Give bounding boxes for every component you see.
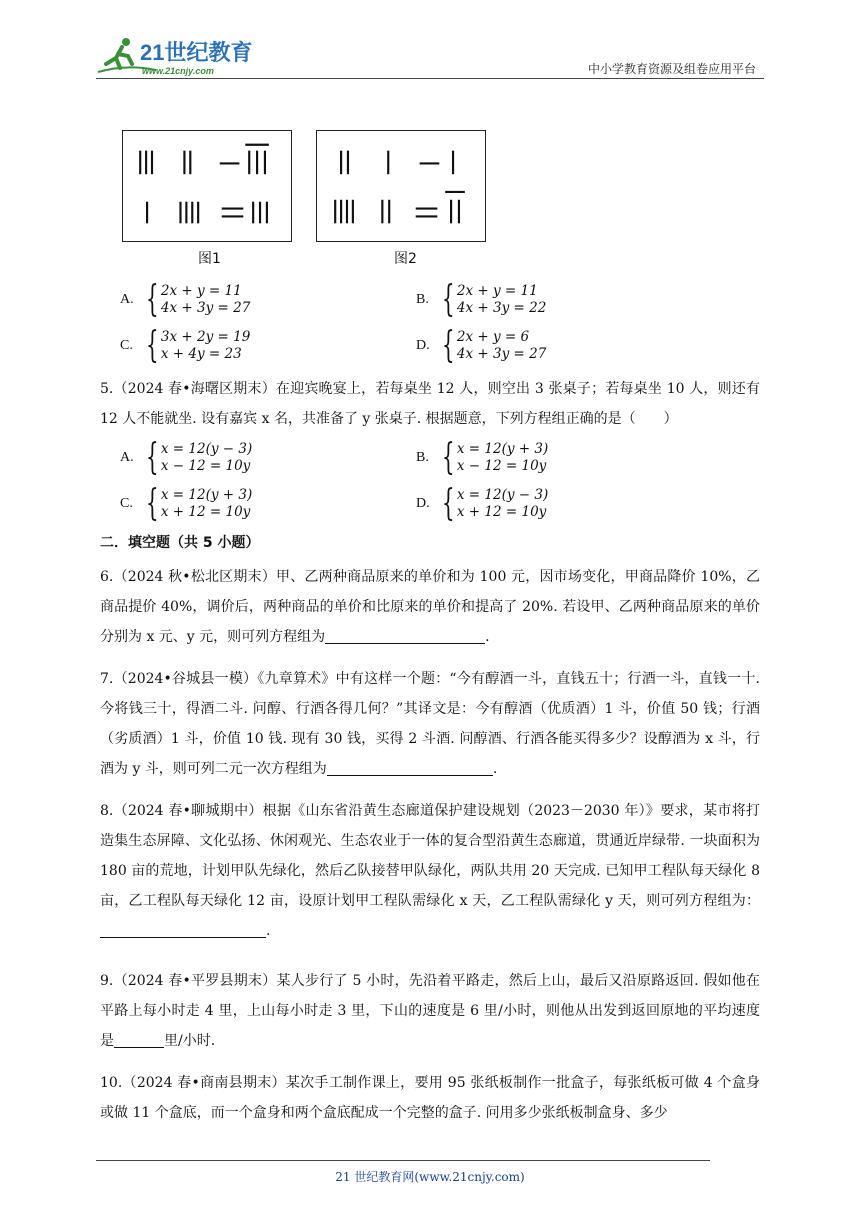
question-8: 8.（2024 春•聊城期中）根据《山东省沿黄生态廊道保护建设规划（2023－2030 年）》要求，某市将打造集生态屏障、文化弘扬、休闲观光、生态农业于一体的复合型沿黄生态廊道，贯通近岸绿带. 一块面积为 180 亩的荒地，计划甲队先绿化，然后乙队接替甲队绿化，两队共用 20 天完成. 已知甲工程队每天绿化 8 亩，乙工程队每天绿化 12 亩，设原计划甲工程队需绿化 x 天，乙工程队需绿化 y 天，则可列方程组为：. bbox=[100, 803, 760, 939]
figure-1 bbox=[122, 130, 292, 242]
section-heading: 二．填空题（共 5 小题） bbox=[100, 535, 260, 551]
question-5: 5.（2024 春•海曙区期末）在迎宾晚宴上，若每桌坐 12 人，则空出 3 张桌子；若每桌坐 10 人，则还有 12 人不能就坐. 设有嘉宾 x 名，共准备了 y 张桌子. 根据题意，下列方程组正确的是（ ） bbox=[100, 381, 760, 427]
platform-name: 中小学教育资源及组卷应用平台 bbox=[587, 62, 756, 76]
q5-option-d[interactable]: D. { x = 12(y − 3) x + 12 = 10y bbox=[416, 483, 549, 524]
q4-option-a[interactable]: A. { 2x + y = 11 4x + 3y = 27 bbox=[120, 279, 251, 320]
header-rule bbox=[96, 78, 764, 79]
answer-blank[interactable] bbox=[325, 628, 485, 644]
footer-rule bbox=[96, 1160, 710, 1161]
answer-blank[interactable] bbox=[114, 1032, 164, 1048]
page-footer: 21 世纪教育网(www.21cnjy.com) bbox=[335, 1170, 525, 1184]
brace-icon: { bbox=[146, 279, 159, 320]
brace-icon: { bbox=[146, 437, 159, 478]
brace-icon: { bbox=[146, 325, 159, 366]
q5-option-c[interactable]: C. { x = 12(y + 3) x + 12 = 10y bbox=[120, 483, 253, 524]
logo-text: 21世纪教育 bbox=[140, 40, 253, 65]
figure-1-caption: 图1 bbox=[198, 251, 221, 267]
figure-2 bbox=[316, 130, 486, 242]
brace-icon: { bbox=[442, 279, 455, 320]
figures bbox=[122, 130, 502, 270]
brace-icon: { bbox=[442, 437, 455, 478]
question-9: 9.（2024 春•平罗县期末）某人步行了 5 小时，先沿着平路走，然后上山，最后又沿原路返回. 假如他在平路上每小时走 4 里，上山每小时走 3 里，下山的速度是 6 里/小时，则他从出发到返回原地的平均速度是 里/小时. bbox=[100, 973, 760, 1049]
q5-option-a[interactable]: A. { x = 12(y − 3) x − 12 = 10y bbox=[120, 437, 253, 478]
logo-url: www.21cnjy.com bbox=[142, 66, 214, 76]
question-5-text: （2024 春•海曙区期末）在迎宾晚宴上，若每桌坐 12 人，则空出 3 张桌子；若每桌坐 10 人，则还有 12 人不能就坐. 设有嘉宾 x 名，共准备了 y 张桌子. 根据题意，下列方程组正确的是（ ） bbox=[100, 381, 760, 427]
question-10: 10.（2024 春•商南县期末）某次手工制作课上，要用 95 张纸板制作一批盒子，每张纸板可做 4 个盒身或做 11 个盒底，而一个盒身和两个盒底配成一个完整的盒子. 问用多少张纸板制盒身、多少 bbox=[100, 1075, 760, 1121]
q4-option-d[interactable]: D. { 2x + y = 6 4x + 3y = 27 bbox=[416, 325, 547, 366]
answer-blank[interactable] bbox=[100, 922, 266, 938]
figure-2-caption: 图2 bbox=[394, 251, 417, 267]
brace-icon: { bbox=[146, 483, 159, 524]
answer-blank[interactable] bbox=[327, 760, 493, 776]
page-header bbox=[0, 0, 860, 80]
brace-icon: { bbox=[442, 483, 455, 524]
q5-option-b[interactable]: B. { x = 12(y + 3) x − 12 = 10y bbox=[416, 437, 549, 478]
logo bbox=[96, 34, 266, 78]
question-7: 7.（2024•谷城县一模）《九章算术》中有这样一个题：“今有醇酒一斗，直钱五十；行酒一斗，直钱一十. 今将钱三十，得酒二斗. 问醇、行酒各得几何？”其译文是：今有醇酒（优质酒）1 斗，价值 50 钱；行酒（劣质酒）1 斗，价值 10 钱. 现有 30 钱，买得 2 斗酒. 问醇酒、行酒各能买得多少？设醇酒为 x 斗，行酒为 y 斗，则可列二元一次方程组为 . bbox=[100, 671, 760, 777]
q4-option-b[interactable]: B. { 2x + y = 11 4x + 3y = 22 bbox=[416, 279, 547, 320]
question-6: 6.（2024 秋•松北区期末）甲、乙两种商品原来的单价和为 100 元，因市场变化，甲商品降价 10%，乙商品提价 40%，调价后，两种商品的单价和比原来的单价和提高了 20%. 若设甲、乙两种商品原来的单价分别为 x 元、y 元，则可列方程组为 . bbox=[100, 569, 760, 645]
brace-icon: { bbox=[442, 325, 455, 366]
q4-option-c[interactable]: C. { 3x + 2y = 19 x + 4y = 23 bbox=[120, 325, 251, 366]
